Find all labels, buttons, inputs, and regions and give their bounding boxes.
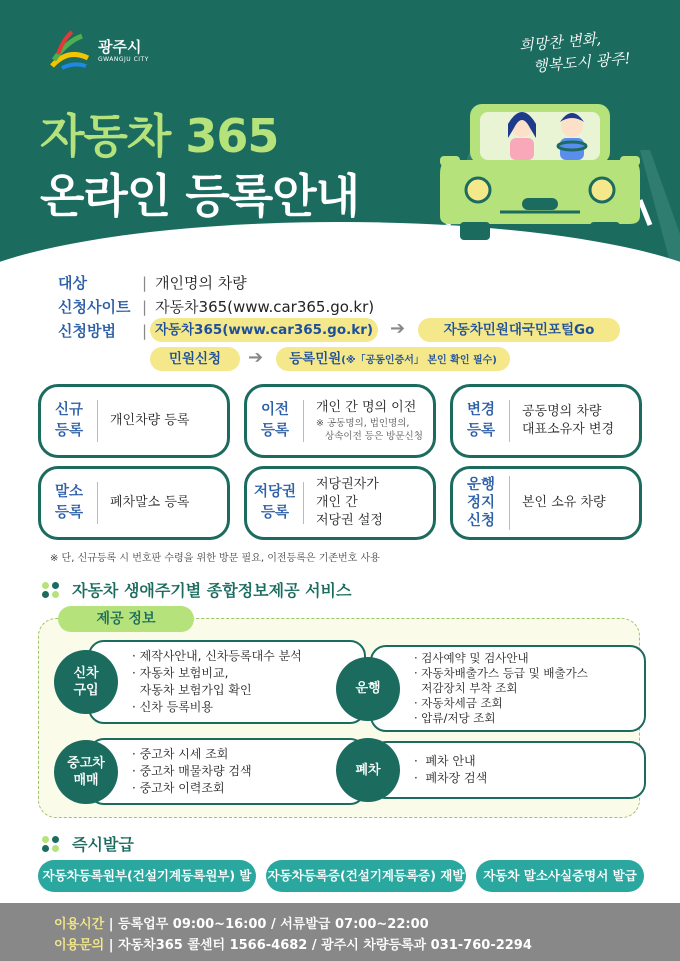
dots-icon [42,582,62,598]
step-civil-application: 민원신청 [150,347,240,371]
hero-banner [0,0,680,262]
instant-section-title: 즉시발급 [42,832,134,855]
arrow-right-icon: ➔ [390,318,406,339]
service-change-registration: 변경 등록 공동명의 차량 대표소유자 변경 [450,384,642,458]
reissue-registration-card-button[interactable]: 자동차등록증(건설기계등록증) 재발 [266,860,466,892]
target-label: 대상 [58,274,87,292]
service-suspension-request: 운행 정지 신청 본인 소유 차량 [450,466,642,540]
lifecycle-scrap: 폐차 · 폐차 안내 · 폐차장 검색 [336,738,646,802]
service-cancellation-registration: 말소 등록 폐차말소 등록 [38,466,230,540]
step-portal-go: 자동차민원대국민포털Go [418,318,620,342]
service-new-registration: 신규 등록 개인차량 등록 [38,384,230,458]
city-name: 광주시 [98,38,142,56]
dots-icon [42,836,62,852]
issue-registration-ledger-button[interactable]: 자동차등록원부(건설기계등록원부) 발 [38,860,256,892]
registration-note: ※ 단, 신규등록 시 번호판 수령을 위한 방문 필요, 이전등록은 기존번호 사용 [50,553,380,564]
city-logo [48,28,149,72]
step-registration-civil: 등록민원(※「공동인증서」 본인 확인 필수) [276,347,510,371]
footer [0,903,680,961]
target-row: 대상 | 개인명의 차량 [58,273,247,292]
service-mortgage-registration: 저당권 등록 저당권자가 개인 간 저당권 설정 [244,466,436,540]
page-title-line2: 온라인 등록안내 [40,169,360,223]
city-slogan: 희망찬 변화, 행복도시 광주! [518,29,632,76]
city-emblem-icon [48,28,92,72]
step-car365-site: 자동차365(www.car365.go.kr) [150,318,378,342]
method-row: 신청방법 | [58,321,148,340]
provided-info-tab: 제공 정보 [58,606,194,632]
car-illustration [440,94,640,244]
site-label: 신청사이트 [58,298,131,316]
service-transfer-registration: 이전 등록 개인 간 명의 이전 ※ 공동명의, 법인명의, 상속이전 등은 방문신청 [244,384,436,458]
lifecycle-section-title: 자동차 생애주기별 종합정보제공 서비스 [42,578,351,601]
city-name-english: GWANGJU CITY [98,56,149,63]
issue-cancellation-certificate-button[interactable]: 자동차 말소사실증명서 발급 [476,860,644,892]
lifecycle-new-car: 신차 구입 · 제작사안내, 신차등록대수 분석 · 자동차 보험비교, 자동차 보험가입 확인 · 신차 등록비용 [54,640,366,724]
method-label: 신청방법 [58,322,116,340]
lifecycle-used-car: 중고차 매매 · 중고차 시세 조회 · 중고차 매물차량 검색 · 중고차 이력조회 [54,738,366,805]
site-value: 자동차365(www.car365.go.kr) [155,298,375,316]
lifecycle-driving: 운행 · 검사예약 및 검사안내 · 자동차배출가스 등급 및 배출가스 저감장치 부착 조회 · 자동차세금 조회 · 압류/저당 조회 [336,645,646,732]
arrow-right-icon: ➔ [248,347,264,368]
target-value: 개인명의 차량 [155,274,247,292]
page-title-line1: 자동차 365 [40,109,279,163]
footer-contact: 이용문의 | 자동차365 콜센터 1566-4682 / 광주시 차량등록과 031-760-2294 [54,938,532,953]
footer-hours: 이용시간 | 등록업무 09:00~16:00 / 서류발급 07:00~22:00 [54,917,429,932]
site-row: 신청사이트 | 자동차365(www.car365.go.kr) [58,297,375,316]
